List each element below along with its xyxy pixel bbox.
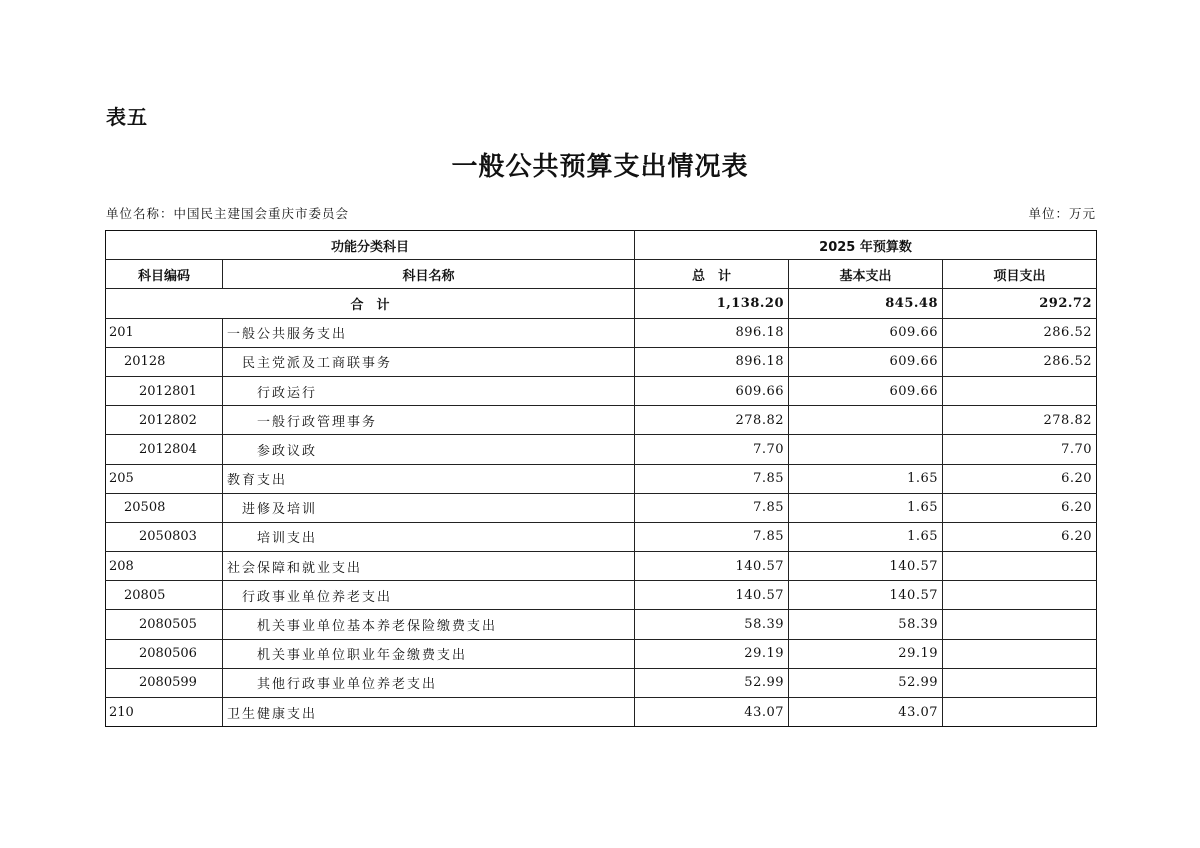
row-basic: 140.57 <box>789 581 943 610</box>
row-code: 210 <box>106 698 223 727</box>
row-total: 140.57 <box>635 581 789 610</box>
row-basic: 609.66 <box>789 318 943 347</box>
row-basic: 43.07 <box>789 698 943 727</box>
row-code: 2012801 <box>106 376 223 405</box>
row-basic: 609.66 <box>789 376 943 405</box>
row-code: 208 <box>106 552 223 581</box>
total-amount: 1,138.20 <box>635 289 789 318</box>
header-code: 科目编码 <box>106 260 223 289</box>
row-project <box>943 376 1097 405</box>
row-name: 参政议政 <box>223 435 635 464</box>
row-name: 行政运行 <box>223 376 635 405</box>
row-basic: 1.65 <box>789 493 943 522</box>
currency-unit: 单位：万元 <box>1028 206 1096 221</box>
row-total: 140.57 <box>635 552 789 581</box>
row-basic: 58.39 <box>789 610 943 639</box>
row-total: 58.39 <box>635 610 789 639</box>
row-code: 201 <box>106 318 223 347</box>
header-column-row <box>106 260 1097 289</box>
row-project: 7.70 <box>943 435 1097 464</box>
row-basic: 1.65 <box>789 522 943 551</box>
row-code: 205 <box>106 464 223 493</box>
row-name: 教育支出 <box>223 464 635 493</box>
row-total: 7.85 <box>635 493 789 522</box>
row-name: 机关事业单位职业年金缴费支出 <box>223 639 635 668</box>
row-code: 20508 <box>106 493 223 522</box>
row-name: 进修及培训 <box>223 493 635 522</box>
table-row <box>106 698 1097 727</box>
row-name: 社会保障和就业支出 <box>223 552 635 581</box>
header-total: 总 计 <box>635 260 789 289</box>
table-row <box>106 435 1097 464</box>
header-functional-classification: 功能分类科目 <box>106 231 635 260</box>
row-project <box>943 698 1097 727</box>
table-row <box>106 493 1097 522</box>
row-name: 一般行政管理事务 <box>223 406 635 435</box>
row-code: 2012804 <box>106 435 223 464</box>
table-row <box>106 668 1097 697</box>
row-project: 6.20 <box>943 493 1097 522</box>
unit-name: 单位名称：中国民主建国会重庆市委员会 <box>106 206 350 221</box>
row-name: 其他行政事业单位养老支出 <box>223 668 635 697</box>
row-project: 6.20 <box>943 464 1097 493</box>
header-group-row <box>106 231 1097 260</box>
row-code: 2012802 <box>106 406 223 435</box>
row-code: 20805 <box>106 581 223 610</box>
table-row <box>106 464 1097 493</box>
row-project <box>943 639 1097 668</box>
row-total: 7.70 <box>635 435 789 464</box>
row-project <box>943 668 1097 697</box>
table-row <box>106 376 1097 405</box>
header-project: 项目支出 <box>943 260 1097 289</box>
row-project <box>943 581 1097 610</box>
row-project: 278.82 <box>943 406 1097 435</box>
row-total: 7.85 <box>635 464 789 493</box>
row-project <box>943 552 1097 581</box>
header-basic: 基本支出 <box>789 260 943 289</box>
row-code: 2080505 <box>106 610 223 639</box>
row-project: 286.52 <box>943 318 1097 347</box>
row-basic: 140.57 <box>789 552 943 581</box>
total-basic: 845.48 <box>789 289 943 318</box>
row-basic <box>789 406 943 435</box>
row-total: 52.99 <box>635 668 789 697</box>
row-name: 培训支出 <box>223 522 635 551</box>
row-total: 29.19 <box>635 639 789 668</box>
row-code: 2050803 <box>106 522 223 551</box>
row-code: 20128 <box>106 347 223 376</box>
row-total: 43.07 <box>635 698 789 727</box>
row-basic: 609.66 <box>789 347 943 376</box>
row-total: 896.18 <box>635 318 789 347</box>
row-name: 行政事业单位养老支出 <box>223 581 635 610</box>
meta-row <box>106 204 1096 222</box>
table-row <box>106 347 1097 376</box>
row-project <box>943 610 1097 639</box>
page-title: 一般公共预算支出情况表 <box>451 152 749 182</box>
total-label: 合 计 <box>106 289 635 318</box>
header-budget-year: 2025 年预算数 <box>635 231 1097 260</box>
row-basic: 52.99 <box>789 668 943 697</box>
row-basic: 29.19 <box>789 639 943 668</box>
total-row <box>106 289 1097 318</box>
table-row <box>106 552 1097 581</box>
row-project: 286.52 <box>943 347 1097 376</box>
table-row <box>106 639 1097 668</box>
total-project: 292.72 <box>943 289 1097 318</box>
row-total: 609.66 <box>635 376 789 405</box>
row-total: 896.18 <box>635 347 789 376</box>
row-name: 卫生健康支出 <box>223 698 635 727</box>
row-name: 民主党派及工商联事务 <box>223 347 635 376</box>
row-basic <box>789 435 943 464</box>
table-row <box>106 318 1097 347</box>
row-name: 一般公共服务支出 <box>223 318 635 347</box>
row-project: 6.20 <box>943 522 1097 551</box>
row-code: 2080506 <box>106 639 223 668</box>
row-name: 机关事业单位基本养老保险缴费支出 <box>223 610 635 639</box>
table-row <box>106 610 1097 639</box>
header-name: 科目名称 <box>223 260 635 289</box>
table-row <box>106 581 1097 610</box>
row-code: 2080599 <box>106 668 223 697</box>
table-row <box>106 522 1097 551</box>
row-total: 7.85 <box>635 522 789 551</box>
table-number: 表五 <box>106 105 148 129</box>
table-row <box>106 406 1097 435</box>
budget-table <box>105 230 1097 727</box>
row-total: 278.82 <box>635 406 789 435</box>
row-basic: 1.65 <box>789 464 943 493</box>
